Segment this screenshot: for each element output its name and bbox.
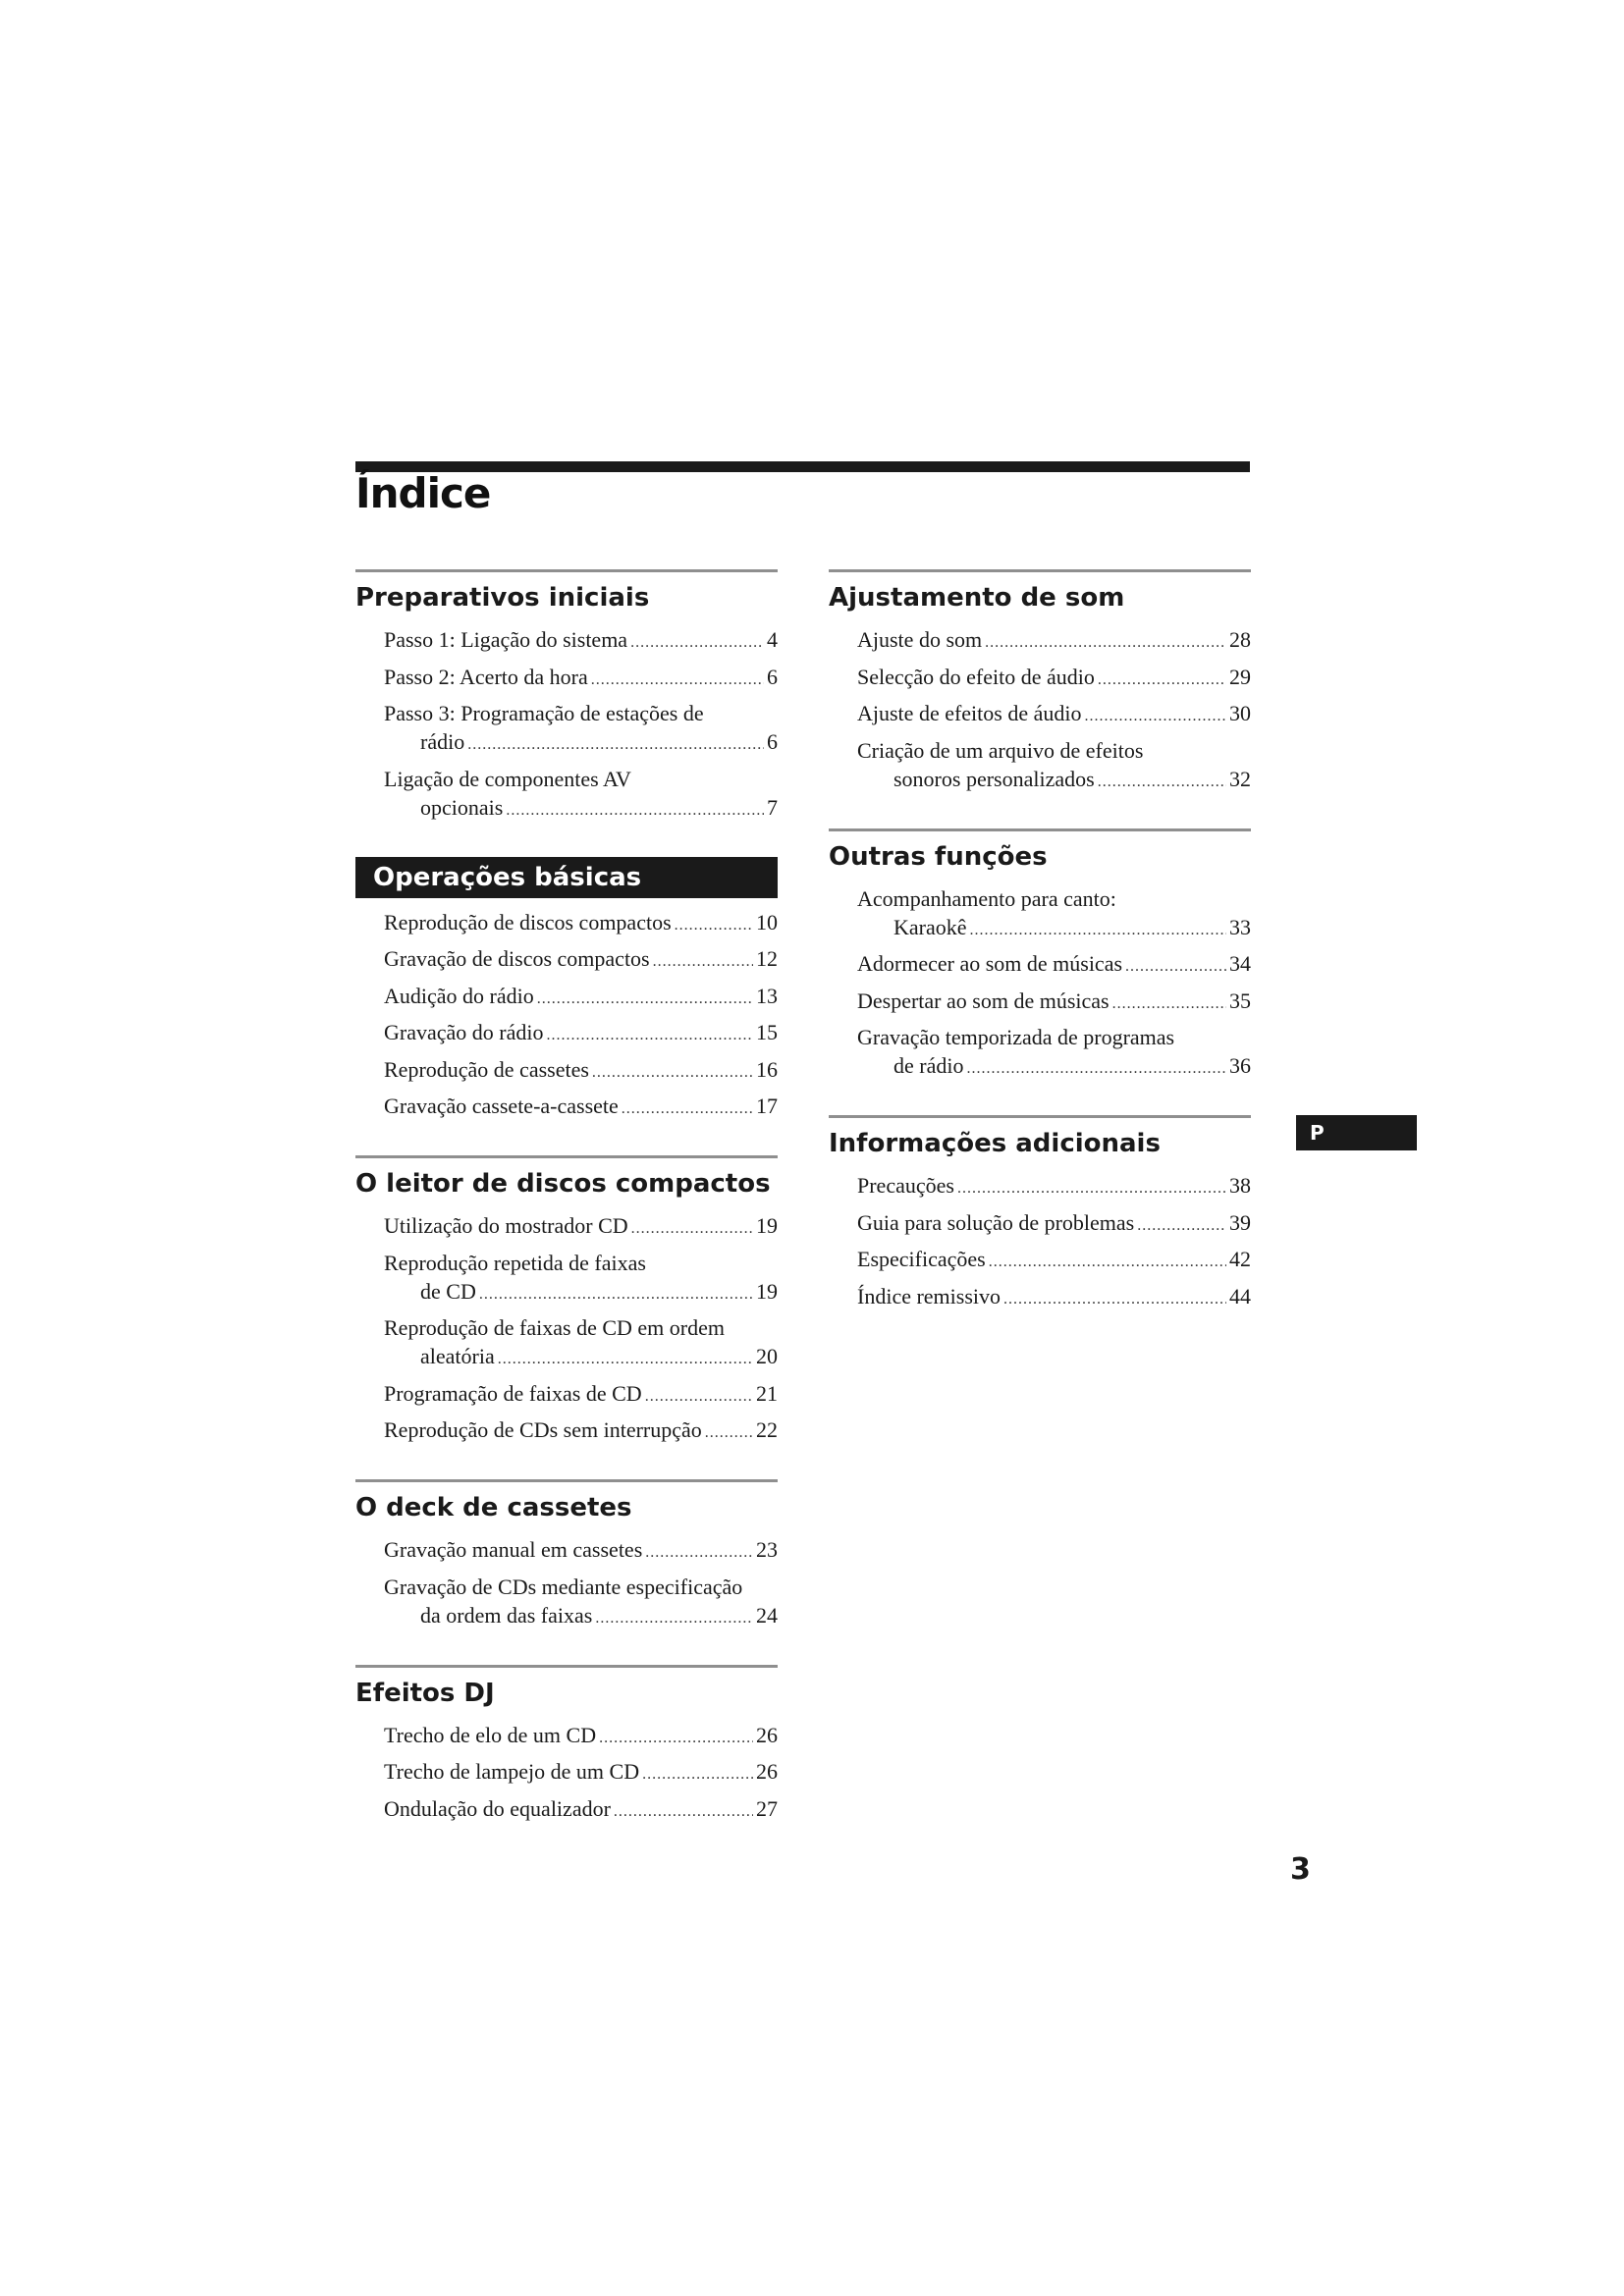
toc-entry-line [857,949,1251,981]
dot-leader [1125,952,1226,981]
toc-entry-line [857,1171,1251,1202]
toc-left-column [355,569,778,1858]
toc-entry-line [857,736,1251,765]
toc-page-number: 36 [1229,1053,1251,1078]
toc-entry-label: Gravação cassete-a-cassete [384,1094,619,1118]
toc-entry[interactable] [857,625,1251,657]
toc-entry-list [829,625,1251,796]
toc-entry-line [857,699,1251,730]
toc-entry-label: Guia para solução de problemas [857,1209,1135,1235]
toc-entry-label: Audição do rádio [384,983,534,1008]
dot-leader [966,1054,1226,1083]
dot-leader [642,1760,753,1789]
toc-entry-label: Gravação de discos compactos [384,946,650,971]
toc-page-number: 26 [756,1722,778,1747]
toc-entry[interactable] [384,663,778,694]
toc-page-number: 39 [1229,1209,1251,1235]
toc-entry-label: opcionais [420,794,504,820]
toc-entry[interactable] [857,663,1251,694]
toc-page-number: 24 [756,1602,778,1628]
toc-page-number: 23 [756,1537,778,1562]
toc-entry-list [355,1211,778,1447]
toc-page-number: 6 [767,729,778,754]
toc-page-number: 22 [756,1417,778,1442]
toc-entry-line [857,625,1251,657]
toc-entry-label: sonoros personalizados [893,766,1095,791]
toc-page-number: 19 [756,1278,778,1304]
toc-entry[interactable] [384,1721,778,1752]
dot-leader [498,1345,753,1373]
toc-entry-line [384,982,778,1013]
toc-entry[interactable] [384,944,778,976]
section-heading: O deck de cassetes [355,1479,778,1525]
toc-entry[interactable] [857,1208,1251,1240]
toc-entry-label: Ajuste de efeitos de áudio [857,701,1082,725]
toc-entry-line [857,1051,1251,1083]
toc-entry-label: rádio [420,729,465,754]
toc-entry[interactable] [384,1092,778,1123]
toc-entry-line [857,987,1251,1018]
toc-entry[interactable] [384,1535,778,1567]
toc-entry-line [384,1211,778,1243]
toc-page-number: 13 [756,983,778,1008]
toc-entry[interactable] [384,1313,778,1373]
toc-page-number: 38 [1229,1173,1251,1198]
dot-leader [1098,768,1226,796]
toc-entry-label: Precauções [857,1173,954,1198]
toc-entry-line [384,1342,778,1373]
toc-entry-line [384,1415,778,1447]
toc-entry-label: Especificações [857,1247,986,1271]
toc-entry[interactable] [384,1794,778,1826]
toc-entry-label: Trecho de elo de um CD [384,1722,597,1747]
toc-page-number: 32 [1229,766,1251,791]
dot-leader [467,730,764,759]
toc-entry-list [355,1535,778,1632]
toc-entry-label: Programação de faixas de CD [384,1380,642,1406]
toc-entry-line [384,1721,778,1752]
section-heading: Ajustamento de som [829,569,1251,615]
toc-entry-label: Ondulação do equalizador [384,1795,611,1821]
toc-entry-line [857,913,1251,944]
toc-entry-label: aleatória [420,1344,495,1368]
dot-leader [645,1538,753,1567]
toc-entry[interactable] [384,982,778,1013]
toc-entry-label: Trecho de lampejo de um CD [384,1759,640,1784]
toc-entry-line [384,1313,778,1342]
toc-entry-line [384,1794,778,1826]
toc-entry-line [384,625,778,657]
dot-leader [591,666,764,694]
toc-section-efeitos-dj [355,1665,778,1826]
toc-entry-label: Passo 1: Ligação do sistema [384,627,628,652]
toc-entry[interactable] [384,699,778,759]
toc-entry[interactable] [857,736,1251,796]
dot-leader [537,985,753,1013]
page-number: 3 [1290,1852,1311,1887]
toc-entry-label: Adormecer ao som de músicas [857,951,1123,976]
toc-page-number: 6 [767,664,778,689]
toc-entry-label: Reprodução de CDs sem interrupção [384,1417,702,1442]
toc-page-number: 16 [756,1056,778,1082]
toc-entry-label: Ligação de componentes AV [384,766,631,791]
toc-entry[interactable] [384,1055,778,1087]
toc-entry[interactable] [384,1379,778,1411]
toc-page-number: 4 [767,627,778,652]
section-heading: Efeitos DJ [355,1665,778,1711]
toc-entry-line [384,1018,778,1049]
toc-section-o-leitor-de-discos-compactos [355,1155,778,1447]
toc-entry-line [384,793,778,825]
toc-section-o-deck-de-cassetes [355,1479,778,1632]
toc-entry[interactable] [384,1757,778,1789]
toc-page-number: 19 [756,1213,778,1238]
toc-entry[interactable] [857,1282,1251,1313]
toc-entry-list [355,908,778,1124]
toc-entry-label: Gravação manual em cassetes [384,1537,643,1562]
dot-leader [957,1174,1226,1202]
toc-entry[interactable] [384,1573,778,1632]
dot-leader [1137,1211,1226,1240]
toc-entry-list [355,625,778,825]
toc-entry[interactable] [384,1211,778,1243]
dot-leader [1085,702,1227,730]
dot-leader [506,796,764,825]
dot-leader [479,1280,753,1308]
toc-page-number: 34 [1229,951,1251,976]
dot-leader [970,916,1226,944]
dot-leader [1098,666,1226,694]
section-heading: Informações adicionais [829,1115,1251,1161]
toc-entry-label: Gravação de CDs mediante especificação [384,1574,743,1599]
toc-entry[interactable] [384,765,778,825]
toc-right-column [829,569,1251,1346]
toc-entry-label: Acompanhamento para canto: [857,885,1116,911]
toc-entry-line [384,699,778,727]
language-tab: P [1296,1115,1417,1150]
toc-entry-line [384,1055,778,1087]
toc-entry-label: Gravação temporizada de programas [857,1025,1175,1049]
toc-page-number: 27 [756,1795,778,1821]
toc-section-ajustamento-de-som [829,569,1251,796]
section-heading: O leitor de discos compactos [355,1155,778,1201]
toc-entry-line [857,663,1251,694]
section-heading: Preparativos iniciais [355,569,778,615]
toc-entry-label: Passo 2: Acerto da hora [384,664,588,689]
dot-leader [599,1724,753,1752]
toc-entry-label: Reprodução de faixas de CD em ordem [384,1315,725,1340]
toc-entry-label: Selecção do efeito de áudio [857,664,1095,689]
toc-section-outras-funcoes [829,828,1251,1084]
dot-leader [614,1797,753,1826]
toc-entry[interactable] [384,1415,778,1447]
toc-entry-label: Gravação do rádio [384,1020,544,1044]
toc-entry[interactable] [384,1249,778,1308]
dot-leader [653,947,753,976]
toc-entry-line [384,1249,778,1277]
toc-page-number: 30 [1229,701,1251,725]
toc-page-number: 21 [756,1380,778,1406]
toc-entry-line [384,1277,778,1308]
toc-entry-label: da ordem das faixas [420,1602,593,1628]
toc-entry-label: Reprodução de cassetes [384,1056,589,1082]
toc-entry-list [355,1721,778,1826]
toc-entry-label: Índice remissivo [857,1283,1001,1308]
toc-entry-label: Reprodução repetida de faixas [384,1250,646,1275]
toc-page-number: 42 [1229,1247,1251,1271]
toc-entry-line [384,727,778,759]
section-heading: Operações básicas [355,857,778,898]
toc-entry-line [857,884,1251,913]
dot-leader [592,1058,753,1087]
toc-page-number: 15 [756,1020,778,1044]
toc-page-number: 29 [1229,664,1251,689]
toc-entry[interactable] [857,1023,1251,1083]
toc-entry-line [384,1379,778,1411]
toc-page-number: 33 [1229,914,1251,939]
toc-page-number: 17 [756,1094,778,1118]
dot-leader [985,628,1226,657]
toc-entry-label: de CD [420,1278,476,1304]
toc-section-operacoes-basicas [355,857,778,1124]
toc-entry[interactable] [857,1245,1251,1276]
dot-leader [622,1095,753,1123]
toc-page-number: 20 [756,1344,778,1368]
toc-entry[interactable] [857,949,1251,981]
toc-entry-line [857,1208,1251,1240]
dot-leader [630,628,764,657]
toc-entry[interactable] [384,908,778,939]
toc-page-number: 35 [1229,988,1251,1013]
dot-leader [1003,1285,1226,1313]
toc-entry-label: de rádio [893,1053,964,1078]
toc-page-number: 26 [756,1759,778,1784]
toc-entry[interactable] [384,1018,778,1049]
dot-leader [631,1214,753,1243]
toc-entry-line [384,1573,778,1601]
dot-leader [595,1604,753,1632]
toc-section-informacoes-adicionais [829,1115,1251,1313]
dot-leader [1112,989,1226,1018]
toc-page-number: 28 [1229,627,1251,652]
dot-leader [675,911,753,939]
dot-leader [989,1248,1226,1276]
toc-entry-label: Ajuste do som [857,627,983,652]
toc-entry-label: Despertar ao som de músicas [857,988,1110,1013]
toc-page-number: 10 [756,909,778,934]
toc-entry[interactable] [857,987,1251,1018]
toc-entry-line [384,908,778,939]
toc-entry-line [384,1092,778,1123]
toc-page-number: 44 [1229,1283,1251,1308]
toc-entry-line [857,765,1251,796]
toc-entry[interactable] [857,1171,1251,1202]
toc-entry-list [829,884,1251,1084]
page-title: Índice [355,469,491,517]
toc-entry-label: Passo 3: Programação de estações de [384,701,704,725]
toc-entry-label: Criação de um arquivo de efeitos [857,737,1144,763]
toc-entry-line [384,1601,778,1632]
toc-entry[interactable] [857,699,1251,730]
toc-entry-line [384,663,778,694]
dot-leader [705,1418,753,1447]
toc-entry-label: Reprodução de discos compactos [384,909,672,934]
toc-entry-line [384,765,778,793]
toc-entry[interactable] [857,884,1251,944]
toc-page-number: 7 [767,794,778,820]
toc-page-number: 12 [756,946,778,971]
toc-entry-label: Karaokê [893,914,967,939]
toc-entry-list [829,1171,1251,1313]
toc-entry-line [857,1245,1251,1276]
toc-entry-label: Utilização do mostrador CD [384,1213,628,1238]
section-heading: Outras funções [829,828,1251,875]
dot-leader [546,1021,753,1049]
dot-leader [645,1382,753,1411]
toc-entry-line [857,1282,1251,1313]
toc-section-preparativos-iniciais [355,569,778,825]
toc-entry-line [384,944,778,976]
toc-entry[interactable] [384,625,778,657]
toc-entry-line [857,1023,1251,1051]
toc-entry-line [384,1535,778,1567]
toc-entry-line [384,1757,778,1789]
